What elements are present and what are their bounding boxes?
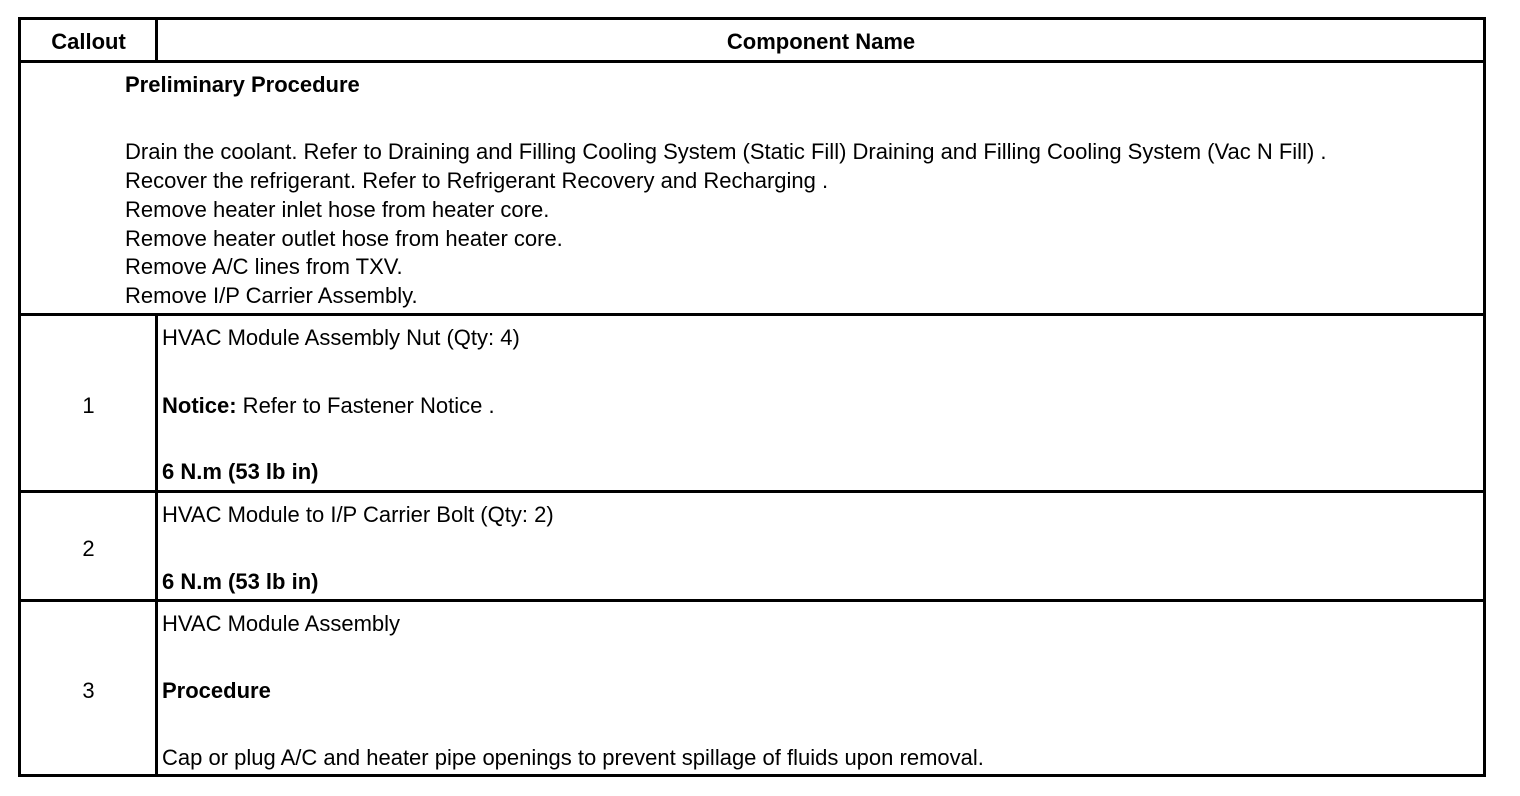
row-1-torque: 6 N.m (53 lb in) [162,459,319,484]
row-2-bottom-border [21,599,1483,602]
row-2-callout: 2 [82,536,95,561]
row-2-name: HVAC Module to I/P Carrier Bolt (Qty: 2) [162,502,554,527]
preliminary-line-5: Remove A/C lines from TXV. [125,254,403,279]
row-3-name: HVAC Module Assembly [162,611,401,636]
row-1-name: HVAC Module Assembly Nut (Qty: 4) [162,325,520,350]
row-1-bottom-border [21,490,1483,493]
preliminary-line-1: Drain the coolant. Refer to Draining and Filling Cooling System (Static Fill) Draining and Filling Cooling System (Vac N Fill) . [125,139,1327,164]
row-1-notice-label: Notice: [162,393,237,418]
header-bottom-border [21,60,1483,63]
row-3-procedure-label: Procedure [162,678,271,703]
header-callout: Callout [51,29,126,54]
row-2-torque: 6 N.m (53 lb in) [162,569,319,594]
header-component-name: Component Name [726,29,916,54]
components-table [18,17,1486,777]
preliminary-line-4: Remove heater outlet hose from heater core. [125,226,563,251]
header-divider [155,20,158,60]
preliminary-line-3: Remove heater inlet hose from heater core. [125,197,550,222]
row-1-callout: 1 [82,393,95,418]
preliminary-line-2: Recover the refrigerant. Refer to Refrigerant Recovery and Recharging . [125,168,829,193]
row-1-notice-text: Refer to Fastener Notice . [236,393,495,418]
preliminary-bottom-border [21,313,1483,316]
row-3-callout: 3 [82,678,95,703]
row-1-notice [162,391,495,420]
preliminary-title: Preliminary Procedure [125,72,360,97]
row-3-procedure-text: Cap or plug A/C and heater pipe openings to prevent spillage of fluids upon removal. [162,745,984,770]
preliminary-line-6: Remove I/P Carrier Assembly. [125,283,418,308]
